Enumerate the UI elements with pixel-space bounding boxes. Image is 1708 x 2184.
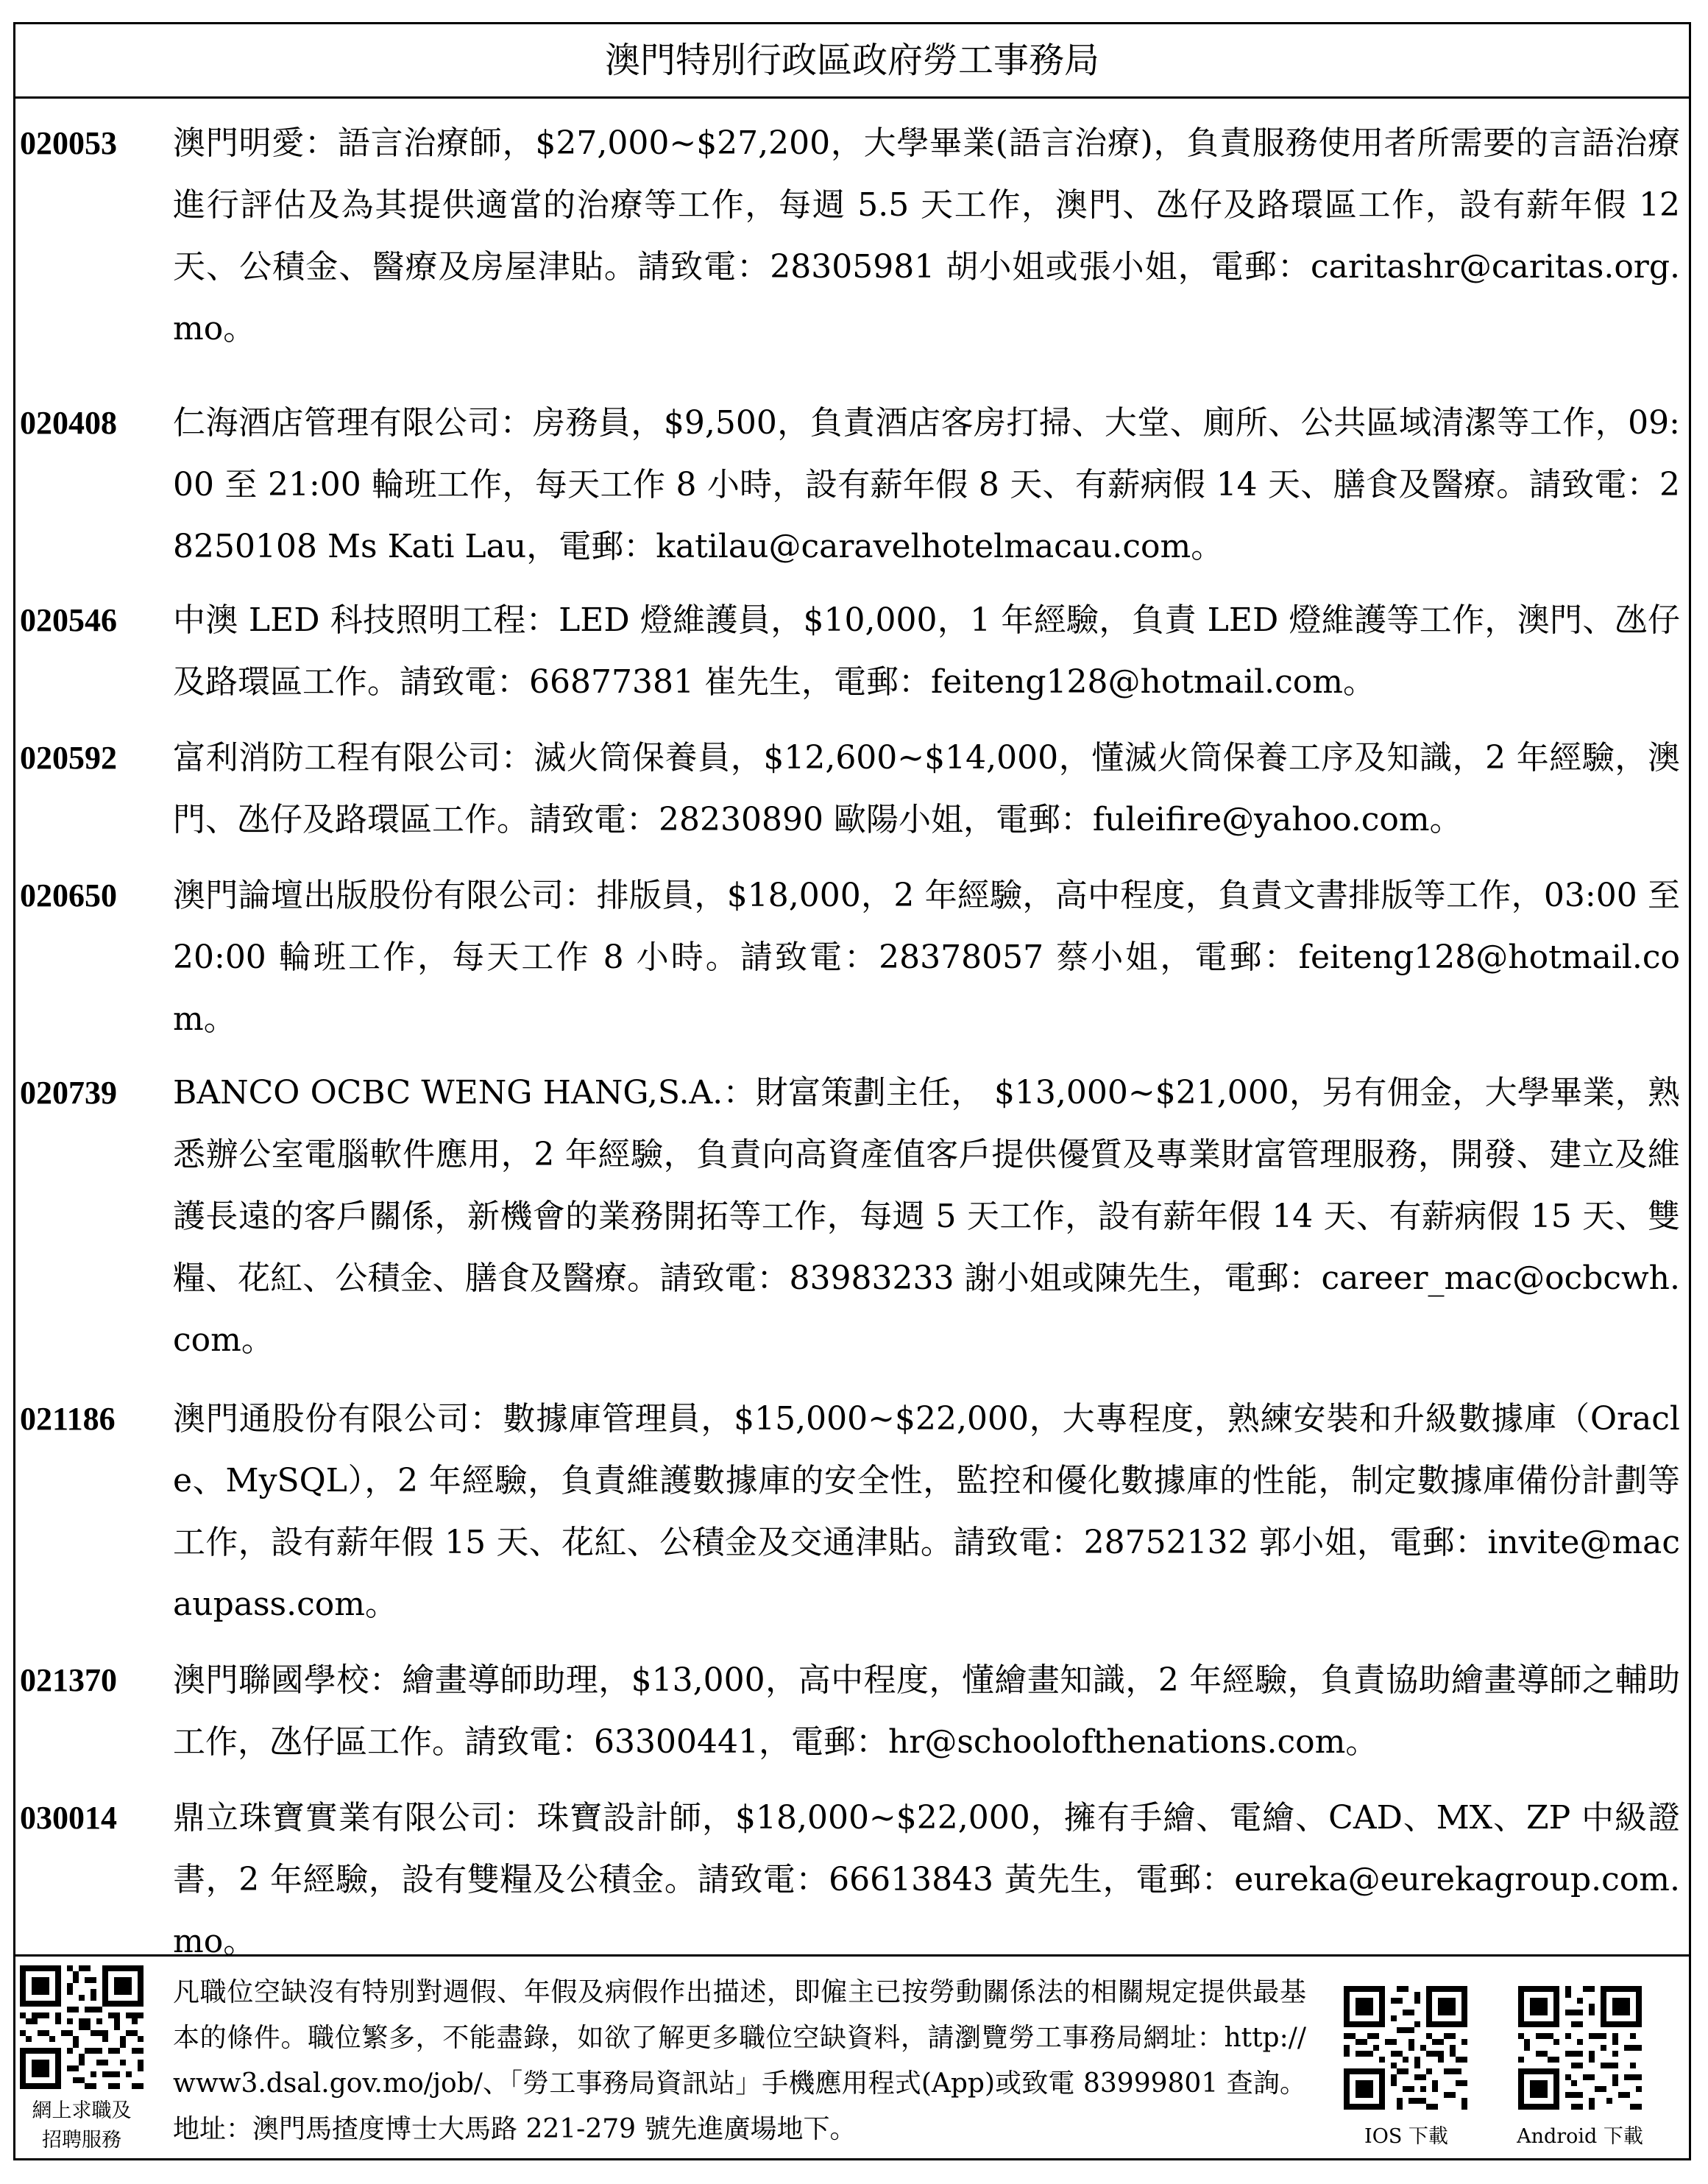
employer-name: BANCO OCBC WENG HANG,S.A.： [173,1074,756,1112]
employer-name: 鼎立珠寶實業有限公司： [173,1799,537,1837]
job-listing [15,865,1689,1056]
employer-name: 澳門論壇出版股份有限公司： [173,877,597,914]
notice-frame [13,22,1691,2160]
qr-ios-caption: IOS 下載 [1364,2125,1448,2148]
job-details: 房務員，$9,500，負責酒店客房打掃、大堂、廁所、公共區域清潔等工作，09:00 至 21:00 輪班工作，每天工作 8 小時，設有薪年假 8 天、有薪病假 14 天、膳食及醫療。請致電：28250108 Ms Kati Lau，電郵：katilau@caravelhotelmacau.com。 [173,404,1680,565]
job-listing [15,1388,1689,1642]
qr-ios-icon[interactable] [1344,1986,1467,2110]
job-description [173,590,1680,713]
employer-name: 澳門明愛： [173,124,338,162]
job-details: 語言治療師，$27,000~$27,200，大學畢業(語言治療)，負責服務使用者所需要的言語治療進行評估及為其提供適當的治療等工作，每週 5.5 天工作，澳門、氹仔及路環區工作，設有薪年假 12 天、公積金、醫療及房屋津貼。請致電：28305981 胡小姐或張小姐，電郵：caritashr@caritas.org.mo。 [173,124,1681,347]
job-description [173,1388,1680,1636]
job-description [173,392,1680,578]
job-code: 020592 [20,740,117,776]
job-details: 繪畫導師助理，$13,000，高中程度，懂繪畫知識，2 年經驗，負責協助繪畫導師之輔助工作，氹仔區工作。請致電：63300441，電郵：hr@schoolofthenations.com。 [173,1661,1680,1761]
qr-code-icon[interactable] [20,1965,143,2089]
job-description [173,1650,1680,1773]
job-details: 排版員，$18,000，2 年經驗，高中程度，負責文書排版等工作，03:00 至 20:00 輪班工作，每天工作 8 小時。請致電：28378057 蔡小姐，電郵：feiteng128@hotmail.com。 [173,877,1681,1038]
job-listing [15,113,1689,385]
footer [15,1954,1689,2158]
employer-name: 中澳 LED 科技照明工程： [173,601,559,639]
qr-android-icon[interactable] [1518,1986,1642,2110]
job-listing [15,1062,1689,1379]
job-listing [15,727,1689,860]
job-description [173,113,1680,360]
qr-left-caption-line: 網上求職及 [32,2099,132,2122]
job-details: LED 燈維護員，$10,000，1 年經驗，負責 LED 燈維護等工作，澳門、氹仔及路環區工作。請致電：66877381 崔先生，電郵：feiteng128@hotmail.com。 [173,601,1680,701]
job-description [173,1062,1680,1371]
job-listing [15,1650,1689,1782]
qr-android-caption: Android 下載 [1517,2125,1643,2148]
employer-name: 澳門通股份有限公司： [173,1400,503,1438]
qr-left-caption-line: 招聘服務 [42,2129,121,2152]
job-code: 020650 [20,877,117,913]
job-details: 珠寶設計師，$18,000~$22,000，擁有手繪、電繪、CAD、MX、ZP 中級證書，2 年經驗，設有雙糧及公積金。請致電：66613843 黃先生，電郵：eureka@eurekagroup.com.mo。 [173,1799,1680,1960]
job-description [173,727,1680,851]
job-details: 滅火筒保養員，$12,600~$14,000，懂滅火筒保養工序及知識，2 年經驗，澳門、氹仔及路環區工作。請致電：28230890 歐陽小姐，電郵：fuleifire@yahoo.com。 [173,739,1681,838]
page-title: 澳門特別行政區政府勞工事務局 [15,24,1689,99]
job-description [173,865,1680,1050]
job-listing [15,392,1689,584]
job-listing [15,590,1689,722]
job-code: 020053 [20,125,117,161]
job-listing [15,1787,1689,1960]
job-code: 021370 [20,1662,117,1698]
employer-name: 富利消防工程有限公司： [173,739,534,777]
employer-name: 仁海酒店管理有限公司： [173,404,534,442]
qr-left-caption [15,2096,148,2155]
job-code: 020408 [20,405,117,441]
job-code: 021186 [20,1401,116,1437]
footer-note: 凡職位空缺沒有特別對週假、年假及病假作出描述，即僱主已按勞動關係法的相關規定提供最基本的條件。職位繁多，不能盡錄，如欲了解更多職位空缺資料，請瀏覽勞工事務局網址：http://www3.dsal.gov.mo/job/、「勞工事務局資訊站」手機應用程式(App)或致電 83999801 查詢。地址：澳門馬揸度博士大馬路 221-279 號先進廣場地下。 [173,1977,1306,2144]
job-details: 數據庫管理員，$15,000~$22,000，大專程度，熟練安裝和升級數據庫（Oracle、MySQL），2 年經驗，負責維護數據庫的安全性，監控和優化數據庫的性能，制定數據庫備份計劃等工作，設有薪年假 15 天、花紅、公積金及交通津貼。請致電：28752132 郭小姐，電郵：invite@macaupass.com。 [173,1400,1681,1623]
job-code: 030014 [20,1800,117,1836]
job-description [173,1787,1680,1973]
employer-name: 澳門聯國學校： [173,1661,403,1699]
job-code: 020546 [20,602,117,638]
job-details: 財富策劃主任， $13,000~$21,000，另有佣金，大學畢業，熟悉辦公室電腦軟件應用，2 年經驗，負責向高資產值客戶提供優質及專業財富管理服務，開發、建立及維護長遠的客戶關係，新機會的業務開拓等工作，每週 5 天工作，設有薪年假 14 天、有薪病假 15 天、雙糧、花紅、公積金、膳食及醫療。請致電：83983233 謝小姐或陳先生，電郵：career_mac@ocbcwh.com。 [173,1074,1680,1359]
job-code: 020739 [20,1075,117,1111]
